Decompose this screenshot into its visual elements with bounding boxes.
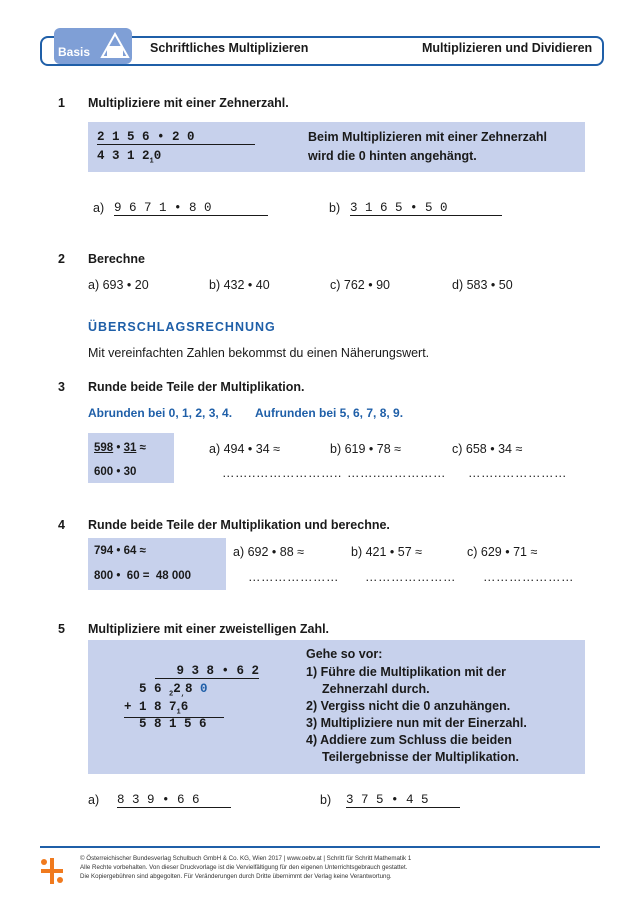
example-calc-line1: 2 1 5 6 • 2 0 [97, 130, 255, 145]
task-heading: Multipliziere mit einer zweistelligen Zahl. [88, 622, 330, 636]
exercise-a[interactable]: 9 6 7 1 • 8 0 [114, 201, 268, 216]
exercise-item: b) 421 • 57 ≈ [351, 545, 423, 559]
task-heading: Multipliziere mit einer Zehnerzahl. [88, 96, 289, 110]
step-item: 4) Addiere zum Schluss die beiden [306, 733, 512, 747]
exercise-item[interactable]: b) 432 • 40 [209, 278, 270, 292]
publisher-logo-icon [40, 857, 64, 885]
exercise-b[interactable]: 3 7 5 • 4 5 [346, 793, 460, 808]
example-expression [94, 442, 146, 454]
exercise-item: c) 658 • 34 ≈ [452, 442, 523, 456]
task-number: 3 [58, 380, 65, 394]
footer-divider [40, 846, 600, 848]
item-label: a) [93, 201, 105, 215]
calc-result: 5 8 1 5 6 [139, 717, 207, 731]
rounded-number: 31 [123, 442, 137, 454]
calc-digit: 2 [173, 682, 181, 696]
calc-digits: 1 8 7 [139, 700, 177, 714]
chapter-title: Multiplizieren und Dividieren [422, 41, 593, 55]
basis-label: Basis [58, 45, 91, 59]
item-label: b) [320, 793, 332, 807]
round-up-rule: Aufrunden bei 5, 6, 7, 8, 9. [255, 406, 404, 420]
task-number: 2 [58, 252, 65, 266]
item-label: b) [329, 201, 341, 215]
approx-sign: ≈ [136, 442, 146, 454]
example-result: 600 • 30 [94, 466, 137, 478]
calc-line1: 9 3 8 • 6 2 [155, 664, 259, 679]
exercise-item: a) 494 • 34 ≈ [209, 442, 281, 456]
calc-digits: 5 6 [139, 682, 162, 696]
footer-copyright [80, 854, 580, 881]
carry-digit: 1 [149, 157, 154, 166]
calc-line3 [124, 700, 224, 718]
steps-title: Gehe so vor: [306, 647, 383, 661]
calc-digit: 8 [184, 682, 193, 696]
exercise-item[interactable]: c) 762 • 90 [330, 278, 390, 292]
footer-line: Alle Rechte vorbehalten. Von dieser Druckvorlage ist die Vervielfältigung für den eigenen Unterrichtsgebrauch gestattet. [80, 864, 408, 871]
page-title: Schriftliches Multiplizieren [150, 41, 309, 55]
task-number: 4 [58, 518, 65, 532]
task-heading: Berechne [88, 252, 145, 266]
example-expression: 794 • 64 ≈ [94, 545, 146, 557]
exercise-item[interactable]: d) 583 • 50 [452, 278, 513, 292]
answer-blank[interactable]: ……..…………… [468, 466, 567, 480]
example-digit: 0 [153, 149, 162, 163]
exercise-b[interactable]: 3 1 6 5 • 5 0 [350, 201, 502, 216]
calc-digit: 6 [180, 700, 189, 714]
example-calc-line2 [97, 149, 161, 166]
exercise-item: c) 629 • 71 ≈ [467, 545, 538, 559]
example-digits: 4 3 1 [97, 149, 135, 163]
appended-zero: 0 [199, 682, 208, 696]
example-result: 800 • 60 = 48 000 [94, 570, 192, 582]
round-down-rule: Abrunden bei 0, 1, 2, 3, 4. [88, 406, 233, 420]
answer-blank[interactable]: ………………… [483, 570, 574, 584]
answer-blank[interactable]: ………………… [248, 570, 339, 584]
step-item: 3) Multipliziere nun mit der Einerzahl. [306, 716, 527, 730]
task-number: 1 [58, 96, 65, 110]
rounded-number: 598 [94, 442, 114, 454]
exercise-item: a) 692 • 88 ≈ [233, 545, 305, 559]
step-item: 1) Führe die Multiplikation mit der [306, 665, 507, 679]
footer-line: © Österreichischer Bundesverlag Schulbuch GmbH & Co. KG, Wien 2017 | www.oebv.at | Schritt für Schritt Mathematik 1 [80, 855, 412, 862]
answer-blank[interactable]: ………………… [365, 570, 456, 584]
answer-blank[interactable]: ……..…………… [347, 466, 446, 480]
step-item: Teilergebnisse der Multiplikation. [322, 750, 520, 764]
footer-line: Die Kopiergebühren sind abgegolten. Für Veränderungen durch Dritte übernimmt der Verlag keine Verantwortung. [80, 873, 392, 880]
carry-digit: 1 [176, 708, 181, 717]
exercise-item[interactable]: a) 693 • 20 [88, 278, 149, 292]
rule-text-line2: wird die 0 hinten angehängt. [308, 149, 477, 163]
operator: • [113, 442, 124, 454]
exercise-a[interactable]: 8 3 9 • 6 6 [117, 793, 231, 808]
example-digit: 2 [142, 149, 150, 163]
step-item: 2) Vergiss nicht die 0 anzuhängen. [306, 699, 511, 713]
exercise-item: b) 619 • 78 ≈ [330, 442, 402, 456]
plus-sign: + [124, 700, 132, 714]
section-title: ÜBERSCHLAGSRECHNUNG [88, 320, 276, 334]
task-heading: Runde beide Teile der Multiplikation. [88, 380, 305, 394]
item-label: a) [88, 793, 100, 807]
calc-line2: 5 6 $_22_,8$ 0 [139, 682, 208, 699]
carry-digit: 2 [169, 690, 174, 699]
section-text: Mit vereinfachten Zahlen bekommst du einen Näherungswert. [88, 346, 430, 360]
task-heading: Runde beide Teile der Multiplikation und berechne. [88, 518, 390, 532]
answer-blank[interactable]: ……..……………….. [222, 466, 342, 480]
rule-text-line1: Beim Multiplizieren mit einer Zehnerzahl [308, 130, 547, 144]
step-item: Zehnerzahl durch. [322, 682, 430, 696]
triangle-level-icon [100, 31, 130, 61]
task-number: 5 [58, 622, 65, 636]
